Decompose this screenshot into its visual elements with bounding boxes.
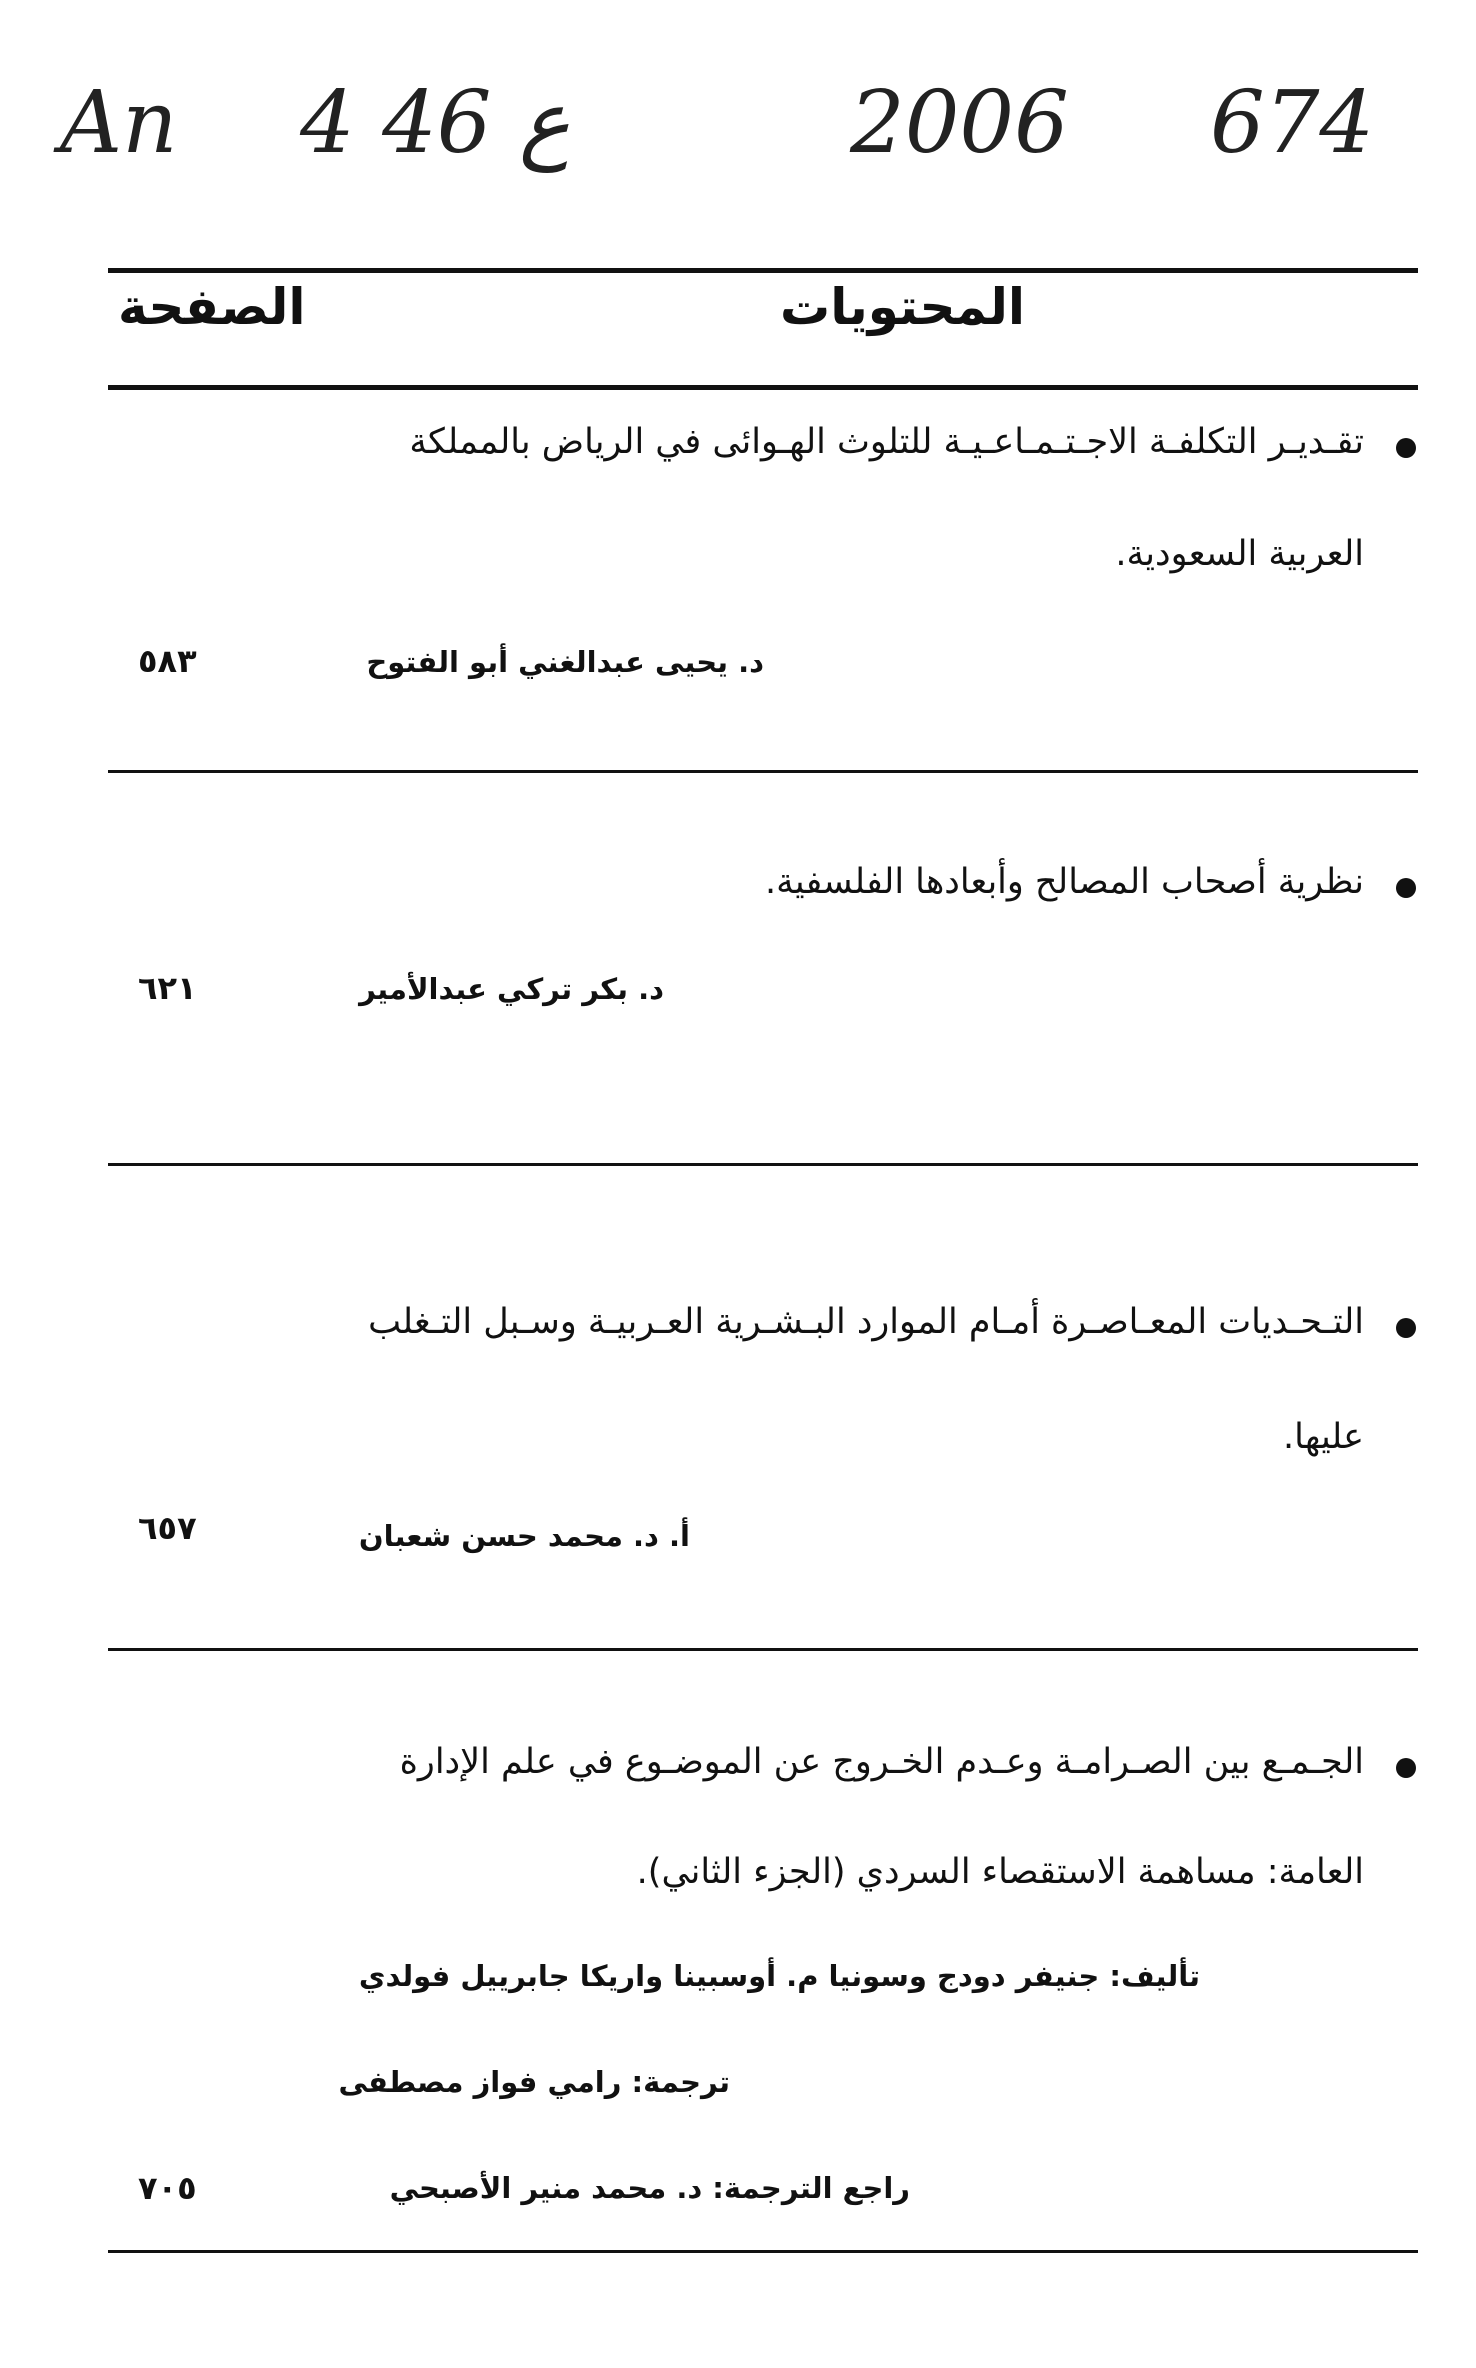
entry-author: أ. د. محمد حسن شعبان	[358, 1519, 690, 1553]
entry-page-number: ٦٢١	[138, 969, 197, 1007]
contents-heading: المحتويات	[780, 278, 1026, 336]
bullet-icon	[1396, 1758, 1416, 1778]
bullet-icon	[1396, 878, 1416, 898]
entry-page-number: ٧٠٥	[138, 2169, 197, 2207]
entry-reviewer: راجع الترجمة: د. محمد منير الأصبحي	[389, 2171, 910, 2205]
entry-divider	[108, 1163, 1418, 1166]
entry-title-line: عليها.	[1283, 1417, 1364, 1457]
handwritten-number: 674	[1210, 73, 1375, 173]
entry-translator: ترجمة: رامي فواز مصطفى	[338, 2065, 730, 2099]
handwritten-note-a: An	[60, 73, 178, 173]
entry-author: تأليف: جنيفر دودج وسونيا م. أوسبينا واريكا جابرييل فولدي	[358, 1959, 1200, 1993]
entry-title-line: التـحـديات المعـاصـرة أمـام الموارد البـشـرية العـربيـة وسـبل التـغلب	[368, 1302, 1364, 1342]
bullet-icon	[1396, 438, 1416, 458]
bottom-divider	[108, 2250, 1418, 2253]
handwritten-year: 2006	[850, 73, 1069, 173]
entry-divider	[108, 770, 1418, 773]
entry-page-number: ٥٨٣	[138, 642, 197, 680]
entry-divider	[108, 1648, 1418, 1651]
entry-title-line: نظرية أصحاب المصالح وأبعادها الفلسفية.	[765, 862, 1364, 902]
bullet-icon	[1396, 1318, 1416, 1338]
page-column-heading: الصفحة	[118, 278, 306, 336]
header-divider	[108, 385, 1418, 390]
entry-author: د. يحيى عبدالغني أبو الفتوح	[366, 645, 764, 679]
entry-title-line: الجـمـع بين الصـرامـة وعـدم الخـروج عن الموضـوع في علم الإدارة	[399, 1742, 1364, 1782]
entry-title-line: العامة: مساهمة الاستقصاء السردي (الجزء الثاني).	[636, 1852, 1364, 1892]
entry-title-line: تقـديـر التكلفـة الاجـتـمـاعـيـة للتلوث الهـوائى في الرياض بالمملكة	[409, 422, 1364, 462]
entry-author: د. بكر تركي عبدالأمير	[359, 972, 664, 1006]
entry-page-number: ٦٥٧	[138, 1509, 197, 1547]
top-divider	[108, 268, 1418, 273]
handwritten-note-b: 4 ع 46	[300, 73, 571, 173]
entry-title-line: العربية السعودية.	[1115, 534, 1364, 574]
